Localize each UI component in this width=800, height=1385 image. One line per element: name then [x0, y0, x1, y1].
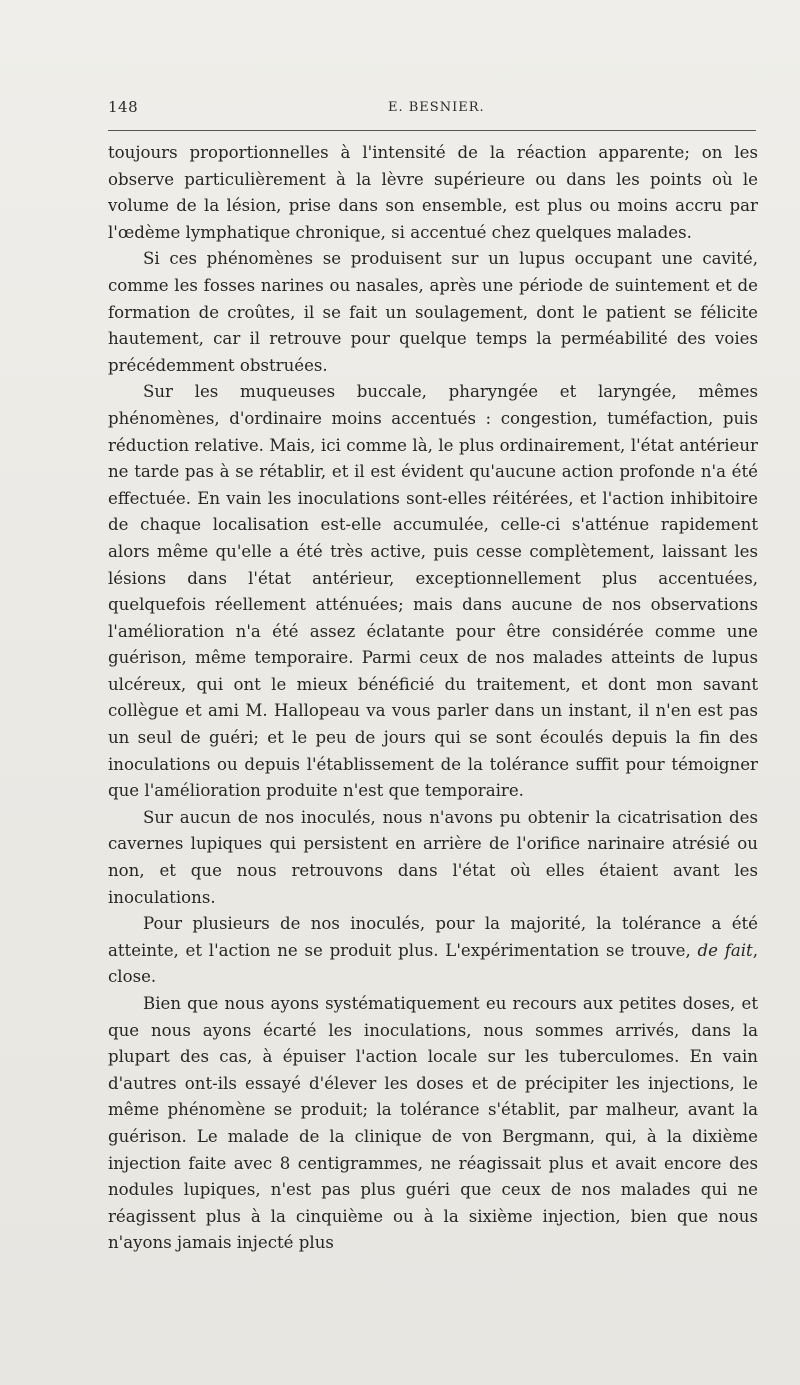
paragraph-6: Bien que nous ayons systématiquement eu recours aux petites doses, et que nous ayons écarté les inoculations, nous sommes arrivés, dans la plupart des cas, à épuiser l'action locale sur les tuberculomes. En vain d'autres ont-ils essayé d'élever les doses et de précipiter les injections, le même phénomène se produit; la tolérance s'établit, par malheur, avant la guérison. Le malade de la clinique de von Bergmann, qui, à la dixième injection faite avec 8 centigrammes, ne réagissait plus et avait encore des nodules lupiques, n'est pas plus guéri que ceux de nos malades qui ne réagissent plus à la cinquième ou à la sixième injection, bien que nous n'ayons jamais injecté plus	[108, 994, 758, 1253]
body-text	[108, 140, 758, 1257]
paragraph-5-text-end: , close.	[108, 940, 758, 987]
paragraph-4: Sur aucun de nos inoculés, nous n'avons pu obtenir la cicatrisation des cavernes lupiques qui persistent en arrière de l'orifice narinaire atrésié ou non, et que nous retrouvons dans l'état où elles étaient avant les inoculations.	[108, 807, 758, 907]
paragraph-5-text-start: Pour plusieurs de nos inoculés, pour la majorité, la tolérance a été atteinte, et l'action ne se produit plus. L'expérimentation se trouve,	[108, 914, 758, 960]
header-rule	[108, 130, 756, 131]
paragraph-3: Sur les muqueuses buccale, pharyngée et laryngée, mêmes phénomènes, d'ordinaire moins accentués : congestion, tuméfaction, puis réduction relative. Mais, ici comme là, le plus ordinairement, l'état antérieur ne tarde pas à se rétablir, et il est évident qu'aucune action profonde n'a été effectuée. En vain les inoculations sont-elles réitérées, et l'action inhibitoire de chaque localisation est-elle accumulée, celle-ci s'atténue rapidement alors même qu'elle a été très active, puis cesse complètement, laissant les lésions dans l'état antérieur, exceptionnellement plus accentuées, quelquefois réellement atténuées; mais dans aucune de nos observations l'amélioration n'a été assez éclatante pour être considérée comme une guérison, même temporaire. Parmi ceux de nos malades atteints de lupus ulcéreux, qui ont le mieux bénéficié du traitement, et dont mon savant collègue et ami M. Hallopeau va vous parler dans un instant, il n'en est pas un seul de guéri; et le peu de jours qui se sont écoulés depuis la fin des inoculations ou depuis l'établissement de la tolérance suffit pour témoigner que l'amélioration produite n'est que temporaire.	[108, 382, 758, 801]
paragraph-5-italic: de fait	[697, 940, 753, 960]
running-head: E. BESNIER.	[388, 100, 485, 115]
paragraph-2: Si ces phénomènes se produisent sur un lupus occupant une cavité, comme les fosses narines ou nasales, après une période de suintement et de formation de croûtes, il se fait un soulagement, dont le patient se félicite hautement, car il retrouve pour quelque temps la perméabilité des voies précédemment obstruées.	[108, 249, 758, 375]
paragraph-1: toujours proportionnelles à l'intensité de la réaction apparente; on les observe particulièrement à la lèvre supérieure ou dans les points où le volume de la lésion, prise dans son ensemble, est plus ou moins accru par l'œdème lymphatique chronique, si accentué chez quelques malades.	[108, 143, 758, 242]
page-number: 148	[108, 98, 139, 116]
paragraph-5	[108, 911, 758, 991]
page-header	[108, 98, 758, 122]
